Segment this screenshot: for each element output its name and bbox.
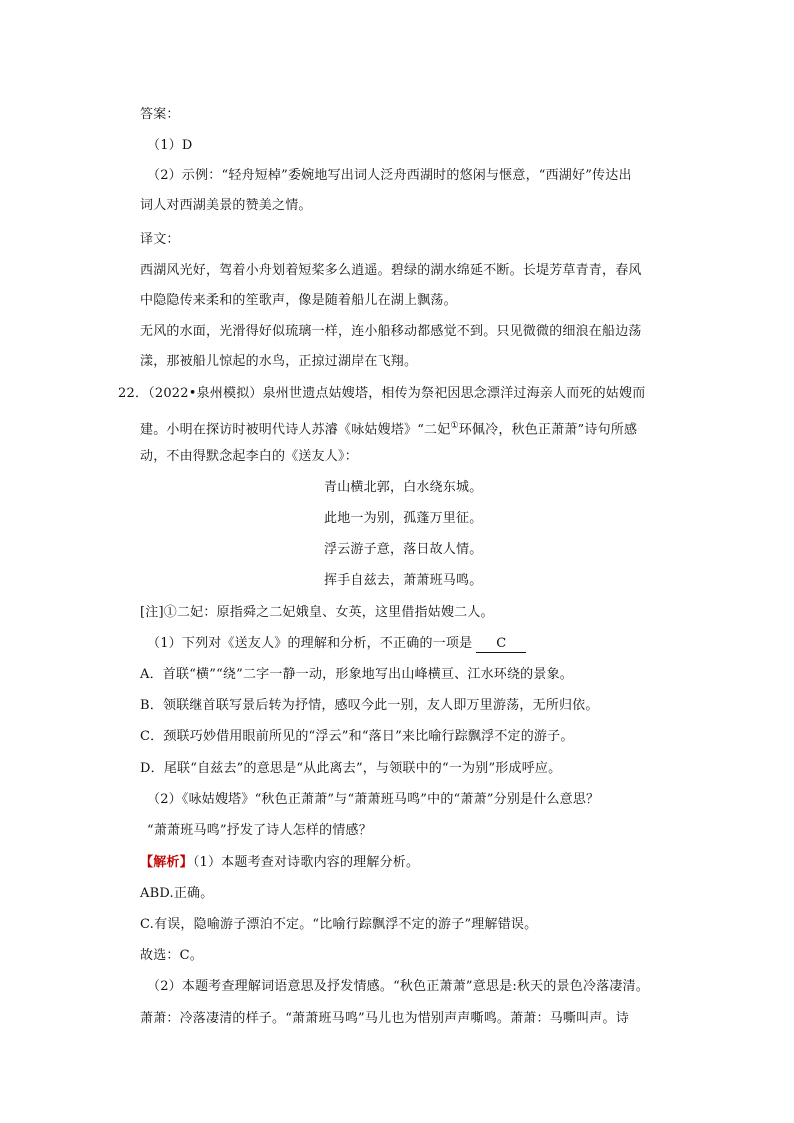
poem-line-3: 浮云游子意，落日故人情。 bbox=[324, 542, 483, 557]
option-b: B．领联继首联写景后转为抒情，感叹今此一别，友人即万里游荡，无所归依。 bbox=[140, 698, 599, 713]
question-22-line-1 bbox=[118, 386, 645, 402]
analysis-line-2: ABD.正确。 bbox=[140, 886, 214, 901]
answer-header: 答案： bbox=[140, 107, 180, 122]
translation-line-3: 无风的水面，光滑得好似琉璃一样，连小船移动都感觉不到。只见微微的细浪在船边荡 bbox=[140, 324, 642, 339]
footnote-marker: ① bbox=[450, 421, 459, 431]
analysis-line-6: 萧萧：冷落凄清的样子。“萧萧班马鸣”马儿也为惜别声声嘶鸣。萧萧：马嘶叫声。诗 bbox=[140, 1011, 629, 1026]
footnote: [注]①二妃：原指舜之二妃娥皇、女英，这里借指姑嫂二人。 bbox=[140, 605, 494, 620]
analysis-line-3: C.有误，隐喻游子漂泊不定。“比喻行踪飘浮不定的游子”理解错误。 bbox=[140, 917, 538, 932]
question-intro-2b: 环佩冷，秋色正萧萧”诗句所感 bbox=[458, 422, 638, 438]
sub-question-1 bbox=[147, 636, 526, 653]
translation-header: 译文： bbox=[140, 232, 180, 247]
question-intro-1: （2022•泉州模拟）泉州世遗点姑嫂塔，相传为祭祀因思念漂洋过海亲人而死的姑嫂而 bbox=[148, 386, 646, 401]
option-d: D．尾联“自兹去”的意思是“从此离去”，与领联中的“一为别”形成呼应。 bbox=[140, 761, 562, 776]
question-22-line-2 bbox=[140, 418, 637, 438]
answer-2-line-1: （2）示例：“轻舟短棹”委婉地写出词人泛舟西湖时的悠闲与惬意，“西湖好”传达出 bbox=[147, 168, 632, 183]
translation-line-4: 漾，那被船儿惊起的水鸟，正掠过湖岸在飞翔。 bbox=[140, 354, 418, 369]
analysis-tag: 【解析】 bbox=[140, 855, 193, 870]
analysis-line-5: （2）本题考查理解词语意思及抒发情感。“秋色正萧萧”意思是:秋天的景色冷落凄清。 bbox=[147, 979, 649, 994]
question-22-line-3: 动，不由得默念起李白的《送友人》： bbox=[140, 449, 358, 464]
option-a: A．首联“横”“绕”二字一静一动，形象地写出山峰横亘、江水环绕的景象。 bbox=[140, 667, 573, 682]
question-number: 22． bbox=[118, 386, 149, 401]
answer-2-line-2: 词人对西湖美景的赞美之情。 bbox=[140, 198, 312, 213]
translation-line-1: 西湖风光好，驾着小舟划着短桨多么逍遥。碧绿的湖水绵延不断。长堤芳草青青，春风 bbox=[140, 263, 642, 278]
analysis-line-4: 故选：C。 bbox=[140, 948, 203, 963]
sub-question-1-prompt: （1）下列对《送友人》的理解和分析，不正确的一项是 bbox=[147, 636, 473, 651]
analysis-line-1 bbox=[140, 855, 419, 871]
analysis-text-1: （1）本题考查对诗歌内容的理解分析。 bbox=[192, 855, 420, 870]
question-intro-2a: 建。小明在探访时被明代诗人苏濬《咏姑嫂塔》“二妃 bbox=[140, 422, 451, 438]
poem-line-4: 挥手自兹去，萧萧班马鸣。 bbox=[324, 573, 483, 588]
answer-1: （1）D bbox=[147, 138, 193, 153]
option-c: C．颈联巧妙借用眼前所见的“浮云”和“落日”来比喻行踪飘浮不定的游子。 bbox=[140, 729, 574, 744]
poem-line-1: 青山横北郭，白水绕东城。 bbox=[324, 480, 483, 495]
sub-question-2-line-1: （2）《咏姑嫂塔》“秋色正萧萧”与“萧萧班马鸣”中的“萧萧”分别是什么意思？ bbox=[147, 792, 600, 807]
sub-question-2-line-2: “萧萧班马鸣”抒发了诗人怎样的情感？ bbox=[147, 823, 372, 838]
answer-blank: C bbox=[476, 636, 526, 653]
translation-line-2: 中隐隐传来柔和的笙歌声，像是随着船儿在湖上飘荡。 bbox=[140, 293, 457, 308]
poem-line-2: 此地一为别，孤蓬万里征。 bbox=[324, 511, 483, 526]
